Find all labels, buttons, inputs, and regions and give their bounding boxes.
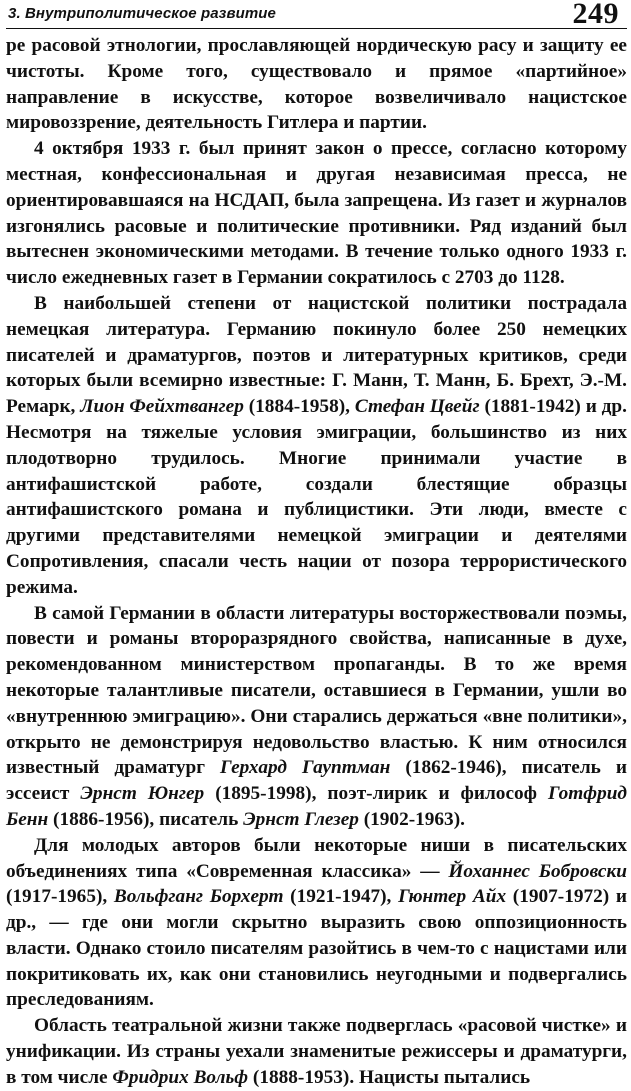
paragraph [6,291,627,601]
person-name: Эрнст Юнгер [80,783,205,805]
body-text [6,33,627,1091]
text-run: Область театральной жизни также подверглась «расовой чистке» и унификации. Из страны уехали знаменитые режиссеры и драматурги, в том числе [6,1015,627,1088]
paragraph [6,833,627,1014]
person-name: Гюнтер Айх [398,886,507,908]
person-name: Эрнст Глезер [243,808,359,830]
text-run: (1902-1963). [358,808,465,830]
text-run: (1907-1972) и др., — где они могли скрытно выразить свою оппозиционность власти. Однако стоило писателям разойтись в чем-то с нацистами или покритиковать их, как они становились неугодными и подвергались преследованиям. [6,886,628,1011]
text-run: ре расовой этнологии, прославляющей нордическую расу и защиту ее чистоты. Кроме того, существовало и прямое «партийное» направление в искусстве, которое возвеличивало нацистское мировоззрение, деятельность Гитлера и партии. [6,35,627,134]
text-run: В самой Германии в области литературы восторжествовали поэмы, повести и романы второразрядного свойства, написанные в духе, рекомендованном министерством пропаганды. В то же время некоторые талантливые писатели, оставшиеся в Германии, ушли во «внутреннюю эмиграцию». Они старались держаться «вне политики», открыто не демонстрируя недовольство властью. К ним относился известный драматург [6,602,627,779]
person-name: Стефан Цвейг [354,396,480,418]
running-header [6,0,627,29]
paragraph [6,1013,627,1090]
text-run: (1917-1965), [6,886,114,908]
section-title: 3. Внутриполитическое развитие [8,5,277,22]
person-name: Йоханнес Бобровски [448,860,627,882]
person-name: Фридрих Вольф [112,1066,249,1088]
text-run: (1881-1942) и др. Несмотря на тяжелые условия эмиграции, большинство из них плодотворно трудилось. Многие принимали участие в антифашистской работе, создали блестящие образцы антифашистского романа и публицистики. Эти люди, вместе с другими представителями немецкой эмиграции и деятелями Сопротивления, спасали честь нации от позора террористического режима. [6,396,627,598]
paragraph [6,136,627,291]
text-run: (1895-1998), поэт-лирик и философ [204,783,548,805]
person-name: Герхард Гауптман [220,757,391,779]
paragraph [6,33,627,136]
text-run: В наибольшей степени от нацистской политики пострадала немецкая литература. Германию покинуло более 250 немецких писателей и драматургов, поэтов и литературных критиков, среди которых были всемирно известные: Г. Манн, Т. Манн, Б. Брехт, Э.-М. Ремарк, [6,292,627,418]
paragraph [6,601,627,833]
person-name: Лион Фейхтвангер [80,396,244,418]
text-run: (1884-1958), [243,396,355,418]
page-number: 249 [572,0,619,30]
text-run: (1888-1953). Нацисты пытались [248,1066,531,1088]
text-run: 4 октября 1933 г. был принят закон о прессе, согласно которому местная, конфессиональная и другая независимая пресса, не ориентировавшаяся на НСДАП, была запрещена. Из газет и журналов изгонялись расовые и политические противники. Ряд изданий был вытеснен экономическими методами. В течение только одного 1933 г. число ежедневных газет в Германии сократилось с 2703 до 1128. [6,138,627,289]
text-run: (1862-1946), писатель и эссеист [6,757,627,805]
text-run: Для молодых авторов были некоторые ниши в писательских объединениях типа «Современная классика» — [6,834,627,882]
text-run: (1886-1956), писатель [48,808,244,830]
text-run: (1921-1947), [283,886,399,908]
person-name: Вольфганг Борхерт [113,886,284,908]
person-name: Готфрид Бенн [6,783,628,830]
